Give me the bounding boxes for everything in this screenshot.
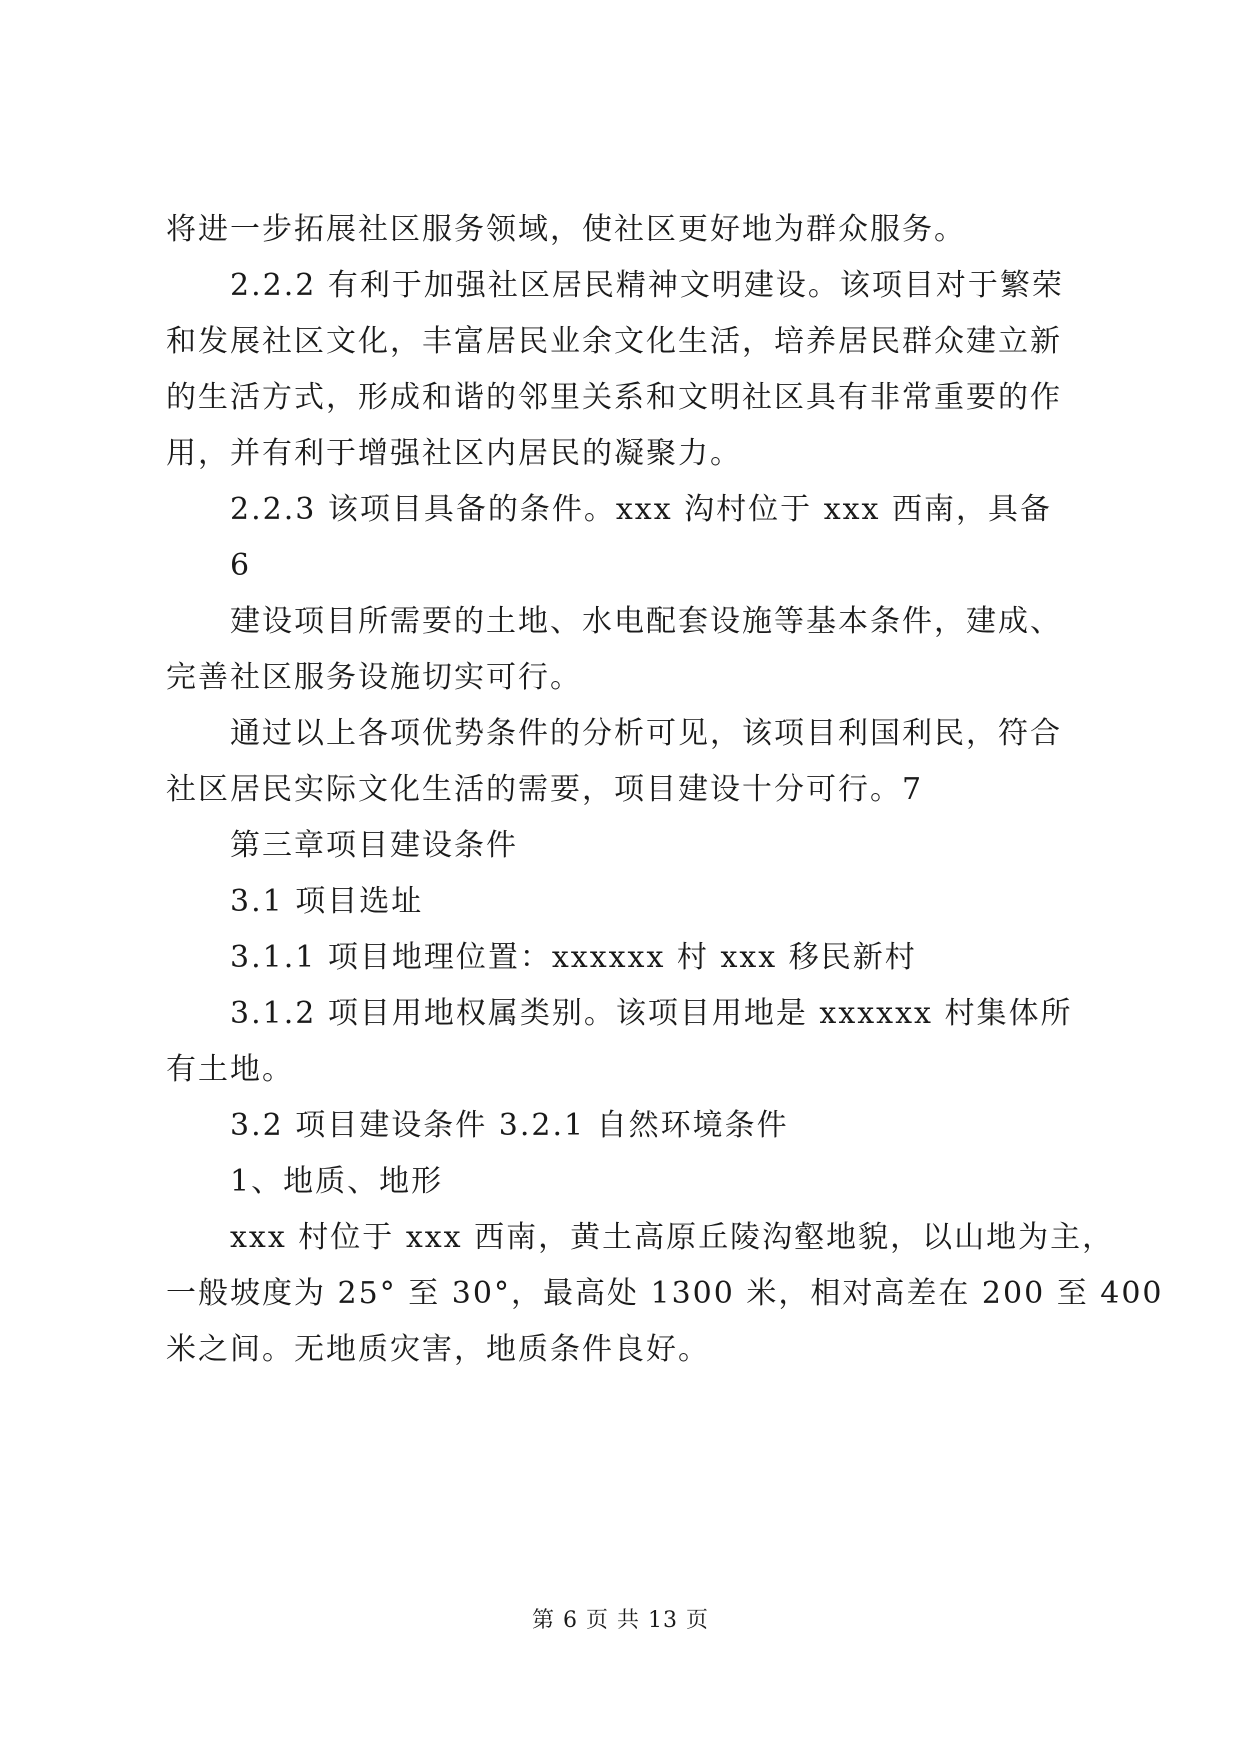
text-line: 通过以上各项优势条件的分析可见，该项目利国利民，符合: [230, 716, 1062, 751]
text-line: 社区居民实际文化生活的需要，项目建设十分可行。7: [166, 772, 924, 807]
chapter-heading: 第三章项目建设条件: [230, 828, 518, 863]
page-footer: 第 6 页 共 13 页: [532, 1608, 709, 1633]
text-line: xxx 村位于 xxx 西南，黄土高原丘陵沟壑地貌，以山地为主，: [230, 1220, 1115, 1255]
text-line: 将进一步拓展社区服务领域，使社区更好地为群众服务。: [166, 212, 966, 247]
text-line: 有土地。: [166, 1052, 294, 1087]
text-line: 2.2.2 有利于加强社区居民精神文明建设。该项目对于繁荣: [230, 268, 1064, 303]
text-line: 的生活方式，形成和谐的邻里关系和文明社区具有非常重要的作: [166, 380, 1062, 415]
text-line: 3.1.1 项目地理位置：xxxxxx 村 xxx 移民新村: [230, 940, 917, 975]
text-line: 2.2.3 该项目具备的条件。xxx 沟村位于 xxx 西南，具备: [230, 492, 1052, 527]
text-line: 建设项目所需要的土地、水电配套设施等基本条件，建成、: [230, 604, 1062, 639]
text-line: 用，并有利于增强社区内居民的凝聚力。: [166, 436, 742, 471]
text-line: 米之间。无地质灾害，地质条件良好。: [166, 1332, 710, 1367]
subsection-heading: 1、地质、地形: [230, 1164, 444, 1199]
text-line: 一般坡度为 25° 至 30°，最高处 1300 米，相对高差在 200 至 400: [166, 1276, 1164, 1311]
page-number-inline: 6: [230, 548, 252, 583]
section-heading: 3.2 项目建设条件 3.2.1 自然环境条件: [230, 1108, 789, 1143]
text-line: 完善社区服务设施切实可行。: [166, 660, 582, 695]
section-heading: 3.1 项目选址: [230, 884, 424, 919]
text-line: 和发展社区文化，丰富居民业余文化生活，培养居民群众建立新: [166, 324, 1062, 359]
text-line: 3.1.2 项目用地权属类别。该项目用地是 xxxxxx 村集体所: [230, 996, 1073, 1031]
